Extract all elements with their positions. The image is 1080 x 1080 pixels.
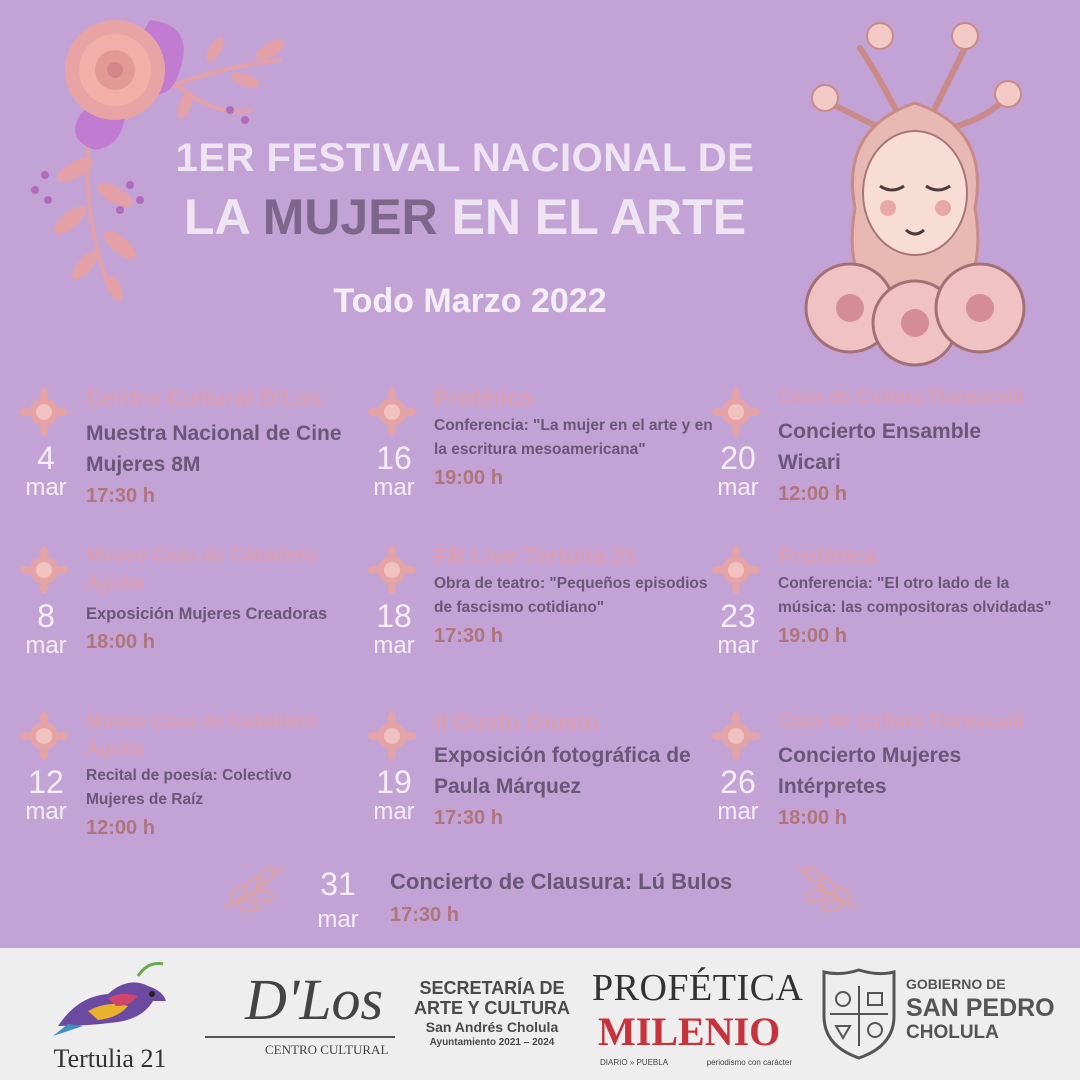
milenio-label: MILENIO xyxy=(598,1009,781,1054)
event-title: Muestra Nacional de Cine Mujeres 8M xyxy=(86,422,342,476)
title-word-en-el-arte: EN EL ARTE xyxy=(451,189,747,245)
event-info xyxy=(778,708,1068,834)
event-month: mar xyxy=(373,798,415,825)
event-venue: Museo Casa de Caballero Águila xyxy=(86,711,317,760)
gob-line2: SAN PEDRO xyxy=(906,994,1055,1022)
rose-icon xyxy=(20,388,68,436)
san-pedro-cholula-logo xyxy=(818,966,1068,1066)
coat-of-arms-icon xyxy=(818,966,900,1061)
festival-title-line1: 1ER FESTIVAL NACIONAL DE xyxy=(175,136,755,180)
milenio-sub-right: periodismo con carácter xyxy=(706,1058,792,1067)
event-day: 26 xyxy=(720,764,756,800)
tertulia-label: Tertulia 21 xyxy=(53,1044,167,1073)
event-title: Exposición fotográfica de Paula Márquez xyxy=(434,744,691,798)
dlos-logo xyxy=(205,966,395,1071)
event-title: Recital de poesía: Colectivo Mujeres de Raíz xyxy=(86,767,292,808)
event-venue: Centro Cultural D'Los xyxy=(86,385,323,411)
secretaria-logo xyxy=(402,978,582,1068)
event-card xyxy=(20,384,350,534)
event-day: 16 xyxy=(376,440,412,476)
event-info xyxy=(434,384,724,494)
closing-event xyxy=(218,858,868,938)
event-venue: Profética xyxy=(434,385,533,411)
tertulia-logo xyxy=(30,956,190,1076)
event-card xyxy=(368,542,708,692)
event-time: 17:30 h xyxy=(86,485,155,507)
event-time: 17:30 h xyxy=(434,625,503,647)
event-time: 19:00 h xyxy=(434,467,503,489)
rose-icon xyxy=(20,546,68,594)
event-time: 12:00 h xyxy=(86,817,155,839)
rose-icon xyxy=(368,388,416,436)
event-venue: Casa de Cultura Tlanezcalli xyxy=(778,387,1025,408)
profetica-milenio-logo xyxy=(592,966,804,1076)
rose-icon xyxy=(712,712,760,760)
event-venue: Casa de Cultura Tlanezcalli xyxy=(778,711,1025,732)
event-info xyxy=(86,542,366,658)
event-title: Exposición Mujeres Creadoras xyxy=(86,605,328,623)
event-card xyxy=(368,708,698,858)
rose-icon xyxy=(20,712,68,760)
event-card xyxy=(368,384,713,534)
festival-dates: Todo Marzo 2022 xyxy=(333,282,607,320)
woman-illustration-icon xyxy=(780,8,1050,378)
leaf-branch-icon xyxy=(792,858,862,914)
event-venue: Profética xyxy=(778,543,877,569)
profetica-label: PROFÉTICA xyxy=(592,967,804,1009)
event-card xyxy=(20,542,350,692)
rose-icon xyxy=(712,546,760,594)
event-title: Obra de teatro: "Pequeños episodios de fascismo cotidiano" xyxy=(434,575,708,616)
event-title: Conferencia: "El otro lado de la música: las compositoras olvidadas" xyxy=(778,575,1052,616)
dlos-mark: D'Los xyxy=(245,967,384,1032)
event-info xyxy=(778,384,1068,510)
event-card xyxy=(712,708,1042,858)
event-card xyxy=(20,708,350,858)
event-venue: Museo Casa de Caballero Águila xyxy=(86,545,317,594)
milenio-sub-left: DIARIO » PUEBLA xyxy=(600,1058,669,1067)
event-time: 17:30 h xyxy=(434,807,503,829)
secretaria-line4: Ayuntamiento 2021 – 2024 xyxy=(429,1037,555,1048)
event-card xyxy=(712,542,1052,692)
event-card xyxy=(712,384,1042,534)
event-info xyxy=(86,708,366,844)
event-info xyxy=(434,542,724,652)
event-day: 8 xyxy=(37,598,55,634)
sponsor-footer xyxy=(0,948,1080,1080)
event-day: 18 xyxy=(376,598,412,634)
rose-icon xyxy=(712,388,760,436)
event-month: mar xyxy=(717,474,759,501)
secretaria-line1: SECRETARÍA DE xyxy=(419,978,565,998)
event-day: 23 xyxy=(720,598,756,634)
event-venue: FB Live Tertulia 21 xyxy=(434,543,637,569)
dlos-sub: CENTRO CULTURAL xyxy=(265,1042,389,1057)
event-day: 19 xyxy=(376,764,412,800)
event-month: mar xyxy=(717,632,759,659)
closing-title: Concierto de Clausura: Lú Bulos xyxy=(390,869,733,894)
event-day: 12 xyxy=(28,764,64,800)
event-title: Concierto Ensamble Wicari xyxy=(778,420,982,474)
rose-icon xyxy=(368,712,416,760)
closing-info xyxy=(390,866,732,931)
leaf-branch-icon xyxy=(218,858,288,914)
closing-day: 31 xyxy=(320,866,356,902)
event-month: mar xyxy=(25,632,67,659)
festival-title-line2 xyxy=(160,188,770,246)
title-word-mujer: MUJER xyxy=(262,189,438,245)
event-month: mar xyxy=(25,798,67,825)
dlos-divider xyxy=(205,1036,395,1038)
event-day: 20 xyxy=(720,440,756,476)
event-time: 18:00 h xyxy=(86,631,155,653)
event-info xyxy=(86,384,366,512)
milenio-subline xyxy=(592,1058,804,1072)
event-month: mar xyxy=(373,632,415,659)
secretaria-line3: San Andrés Cholula xyxy=(425,1019,559,1035)
event-info xyxy=(434,708,724,834)
event-day: 4 xyxy=(37,440,55,476)
event-month: mar xyxy=(25,474,67,501)
event-time: 12:00 h xyxy=(778,483,847,505)
gob-line1: GOBIERNO DE xyxy=(906,976,1006,992)
secretaria-line2: ARTE Y CULTURA xyxy=(413,998,570,1018)
event-month: mar xyxy=(373,474,415,501)
event-title: Conferencia: "La mujer en el arte y en la escritura mesoamericana" xyxy=(434,417,713,458)
event-time: 19:00 h xyxy=(778,625,847,647)
title-word-la: LA xyxy=(183,189,249,245)
gob-line3: CHOLULA xyxy=(906,1022,999,1043)
event-venue: il Gusto Giusto xyxy=(434,709,599,735)
event-time: 18:00 h xyxy=(778,807,847,829)
bird-icon xyxy=(48,956,173,1038)
closing-time: 17:30 h xyxy=(390,904,459,926)
event-title: Concierto Mujeres Intérpretes xyxy=(778,744,962,798)
event-info xyxy=(778,542,1068,652)
rose-icon xyxy=(368,546,416,594)
event-month: mar xyxy=(717,798,759,825)
closing-month: mar xyxy=(317,906,359,933)
